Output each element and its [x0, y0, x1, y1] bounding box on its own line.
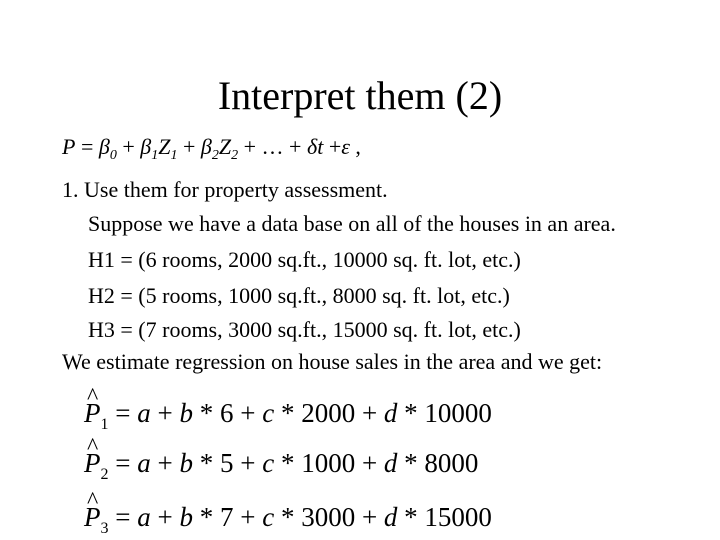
- equation-3-b: b: [179, 502, 193, 532]
- equation-1-n3: 10000: [424, 398, 492, 428]
- equation-1-times-2: *: [274, 398, 302, 428]
- equation-2-c: c: [262, 448, 275, 478]
- equation-2-sub: 2: [100, 466, 109, 483]
- equation-2-n1: 5: [219, 448, 234, 478]
- formula-delta: δ: [306, 134, 318, 159]
- equation-3-equals: =: [108, 502, 138, 532]
- text-line-6: We estimate regression on house sales in the area and we get:: [62, 349, 603, 374]
- equation-3-plus-c: +: [233, 502, 263, 532]
- formula-beta-1: β: [140, 134, 152, 159]
- slide-title: Interpret them (2): [217, 73, 503, 118]
- equation-3-n3: 15000: [424, 502, 492, 532]
- formula-beta-0: β: [98, 134, 110, 159]
- formula-plus-2: +: [177, 134, 201, 159]
- equation-2-plus-c: +: [233, 448, 263, 478]
- equation-1-plus-d: +: [355, 398, 384, 428]
- equation-3-c: c: [262, 502, 275, 532]
- p-hat-3: ^ P: [84, 500, 101, 534]
- formula-z1: Z: [158, 134, 171, 159]
- formula-sub-2: 2: [211, 148, 219, 163]
- formula-z2: Z: [218, 134, 232, 159]
- equation-3-n2: 3000: [301, 502, 356, 532]
- equation-2-b: b: [179, 448, 193, 478]
- equation-2-times-3: *: [397, 448, 425, 478]
- equation-2: [84, 446, 479, 483]
- formula-z2-sub: 2: [231, 148, 239, 163]
- formula-p: P: [62, 134, 76, 159]
- p-hat-1: ^ P: [84, 396, 101, 430]
- equation-3-times-2: *: [274, 502, 302, 532]
- regression-formula: [62, 133, 361, 161]
- equation-1-plus-b: +: [150, 398, 180, 428]
- equation-3-times-1: *: [192, 502, 220, 532]
- formula-beta-2: β: [200, 134, 212, 159]
- text-line-2: Suppose we have a data base on all of the houses in an area.: [88, 211, 616, 236]
- formula-equals: =: [75, 134, 99, 159]
- equation-2-times-2: *: [274, 448, 302, 478]
- equation-2-n2: 1000: [301, 448, 356, 478]
- equation-3-plus-d: +: [355, 502, 384, 532]
- formula-z1-sub: 1: [170, 148, 178, 163]
- formula-ellipsis: + … +: [238, 134, 307, 159]
- equation-3: [84, 500, 492, 537]
- equation-3-sub: 3: [100, 520, 109, 537]
- equation-1-n2: 2000: [301, 398, 356, 428]
- text-line-4: H2 = (5 rooms, 1000 sq.ft., 8000 sq. ft. lot, etc.): [88, 283, 510, 308]
- equation-2-equals: =: [108, 448, 138, 478]
- text-line-3: H1 = (6 rooms, 2000 sq.ft., 10000 sq. ft. lot, etc.): [88, 247, 521, 272]
- equation-1-d: d: [383, 398, 398, 428]
- equation-2-plus-b: +: [150, 448, 180, 478]
- formula-t: t: [317, 134, 324, 159]
- equation-1-times-1: *: [192, 398, 220, 428]
- equation-2-a: a: [137, 448, 151, 478]
- equation-2-times-1: *: [192, 448, 220, 478]
- equation-3-times-3: *: [397, 502, 425, 532]
- formula-epsilon: ε: [341, 134, 350, 159]
- equation-1-sub: 1: [100, 416, 109, 433]
- equation-1-times-3: *: [397, 398, 425, 428]
- formula-sub-0: 0: [109, 148, 117, 163]
- equation-2-d: d: [383, 448, 398, 478]
- formula-plus-3: +: [323, 134, 342, 159]
- equation-1-c: c: [262, 398, 275, 428]
- equation-3-n1: 7: [219, 502, 234, 532]
- formula-plus-1: +: [116, 134, 141, 159]
- equation-1-n1: 6: [219, 398, 234, 428]
- text-line-5: H3 = (7 rooms, 3000 sq.ft., 15000 sq. ft. lot, etc.): [88, 317, 521, 342]
- text-line-1: 1. Use them for property assessment.: [62, 177, 388, 202]
- formula-sub-1: 1: [151, 148, 159, 163]
- equation-2-n3: 8000: [424, 448, 479, 478]
- formula-comma: ,: [349, 134, 361, 159]
- equation-1-a: a: [137, 398, 151, 428]
- equation-1-b: b: [179, 398, 193, 428]
- equation-1-plus-c: +: [233, 398, 263, 428]
- equation-2-plus-d: +: [355, 448, 384, 478]
- equation-1-equals: =: [108, 398, 138, 428]
- equation-3-plus-b: +: [150, 502, 180, 532]
- equation-1: [84, 396, 492, 433]
- equation-3-a: a: [137, 502, 151, 532]
- p-hat-2: ^ P: [84, 446, 101, 480]
- equation-3-d: d: [383, 502, 398, 532]
